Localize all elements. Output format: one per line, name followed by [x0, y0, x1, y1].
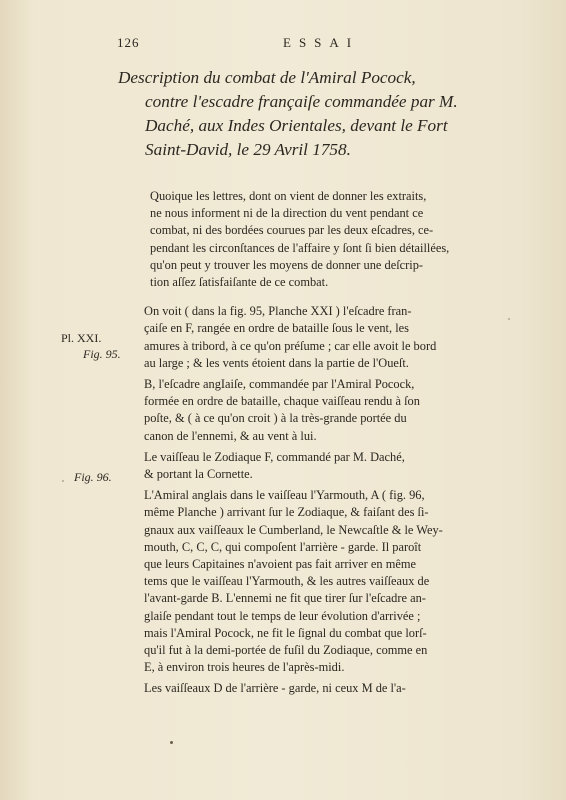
margin-note-figure: Fig. 96. — [74, 470, 112, 484]
page-header — [0, 35, 566, 55]
margin-note-plate: Pl. XXI. — [61, 331, 102, 345]
ink-speck — [62, 480, 64, 482]
paragraph: L'Amiral anglais dans le vaiſſeau l'Yarmouth, A ( fig. 96, même Planche ) arrivant ſur le Zodiaque, & faiſant des ſi- gnaux aux vaiſſeaux le Cumberland, le Newcaſtle & le Wey- mouth, C, C, C, qui compoſent l'arrière - garde. Il paroît que leurs Capitaines n'avoient pas fait arriver en même tems que le vaiſſeau l'Yarmouth, & les autres vaiſſeaux de l'avant-garde B. L'ennemi ne fit que tirer ſur l'eſcadre an- glaiſe pendant tout le temps de leur évolution d'arrivée ; mais l'Amiral Pocock, ne fit le ſignal du combat que lorſ- qu'il fut à la demi-portée de fuſil du Zodiaque, comme en E, à environ trois heures de l'après-midi. — [144, 488, 443, 675]
paragraph: Quoique les lettres, dont on vient de donner les extraits, ne nous informent ni de la direction du vent pendant ce combat, ni des bordées courues par les deux eſcadres, ce- pendant les circonſtances de l'affaire y ſont ſi bien détaillées, qu'on peut y trouver les moyens de donner une deſcrip- tion aſſez ſatisfaiſante de ce combat. — [150, 189, 450, 290]
paragraph: Les vaiſſeaux D de l'arrière - garde, ni ceux M de l'a- — [144, 681, 406, 696]
margin-note-figure: Fig. 95. — [83, 347, 121, 361]
title-line: Saint-David, le 29 Avril 1758. — [145, 140, 351, 159]
running-head: ESSAI — [283, 35, 360, 50]
ink-dot — [170, 741, 173, 744]
title-line: Daché, aux Indes Orientales, devant le Fort — [145, 116, 448, 135]
body-text — [126, 188, 526, 702]
section-title — [118, 66, 538, 162]
paragraph: On voit ( dans la fig. 95, Planche XXI ) l'eſcadre fran- çaiſe en F, rangée en ordre de bataille ſous le vent, les amures à tribord, à ce qu'on préſume ; car elle avoit le bord au large ; & les vents étoient dans la partie de l'Oueſt. — [144, 304, 437, 370]
ink-speck — [508, 318, 510, 320]
paragraph: Le vaiſſeau le Zodiaque F, commandé par M. Daché, & portant la Cornette. — [144, 449, 405, 482]
title-line: contre l'escadre françaiſe commandée par M. — [145, 92, 458, 111]
paragraph: B, l'eſcadre angIaiſe, commandée par l'Amiral Pocock, formée en ordre de bataille, chaque vaiſſeau rendu à ſon poſte, & ( à ce qu'on croit ) à la très-grande portée du canon de l'ennemi, & au vent à lui. — [144, 377, 420, 443]
page-number: 126 — [117, 35, 140, 50]
title-line: Description du combat de l'Amiral Pocock, — [118, 68, 416, 87]
